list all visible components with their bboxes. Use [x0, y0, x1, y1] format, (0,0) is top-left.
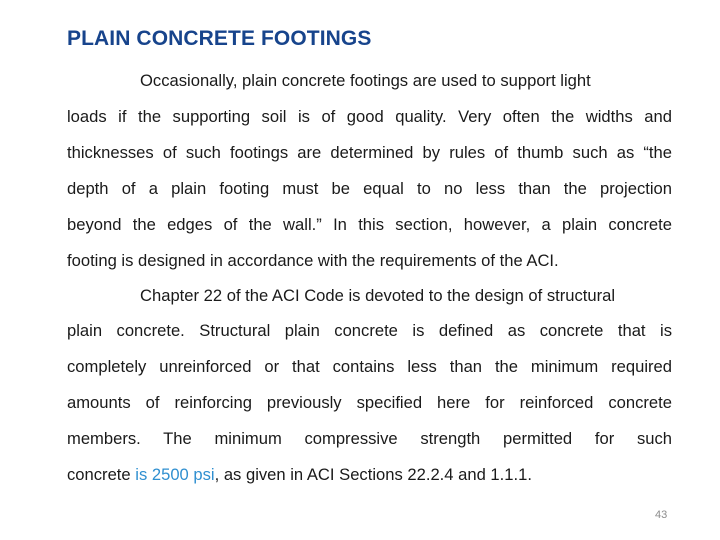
slide-title: PLAIN CONCRETE FOOTINGS	[67, 27, 372, 50]
page-number: 43	[655, 509, 668, 521]
highlighted-text: is 2500 psi	[135, 465, 215, 484]
text-line: completely unreinforced or that contains less than the minimum required	[67, 357, 672, 376]
text-line: amounts of reinforcing previously specified here for reinforced concrete	[67, 393, 672, 412]
text-line	[67, 465, 672, 485]
text-line: Occasionally, plain concrete footings are used to support light	[140, 71, 591, 90]
text-line: beyond the edges of the wall.” In this section, however, a plain concrete	[67, 215, 672, 234]
text-line: footing is designed in accordance with the requirements of the ACI.	[67, 251, 559, 270]
text-segment: , as given in ACI Sections 22.2.4 and 1.1.1.	[214, 465, 532, 484]
text-line: thicknesses of such footings are determined by rules of thumb such as “the	[67, 143, 672, 162]
text-segment: concrete	[67, 465, 136, 484]
text-line: loads if the supporting soil is of good quality. Very often the widths and	[67, 107, 672, 126]
text-line: Chapter 22 of the ACI Code is devoted to the design of structural	[140, 286, 616, 305]
text-line: depth of a plain footing must be equal to no less than the projection	[67, 179, 672, 198]
text-line: members. The minimum compressive strength permitted for such	[67, 429, 672, 448]
text-line: plain concrete. Structural plain concrete is defined as concrete that is	[67, 321, 672, 340]
